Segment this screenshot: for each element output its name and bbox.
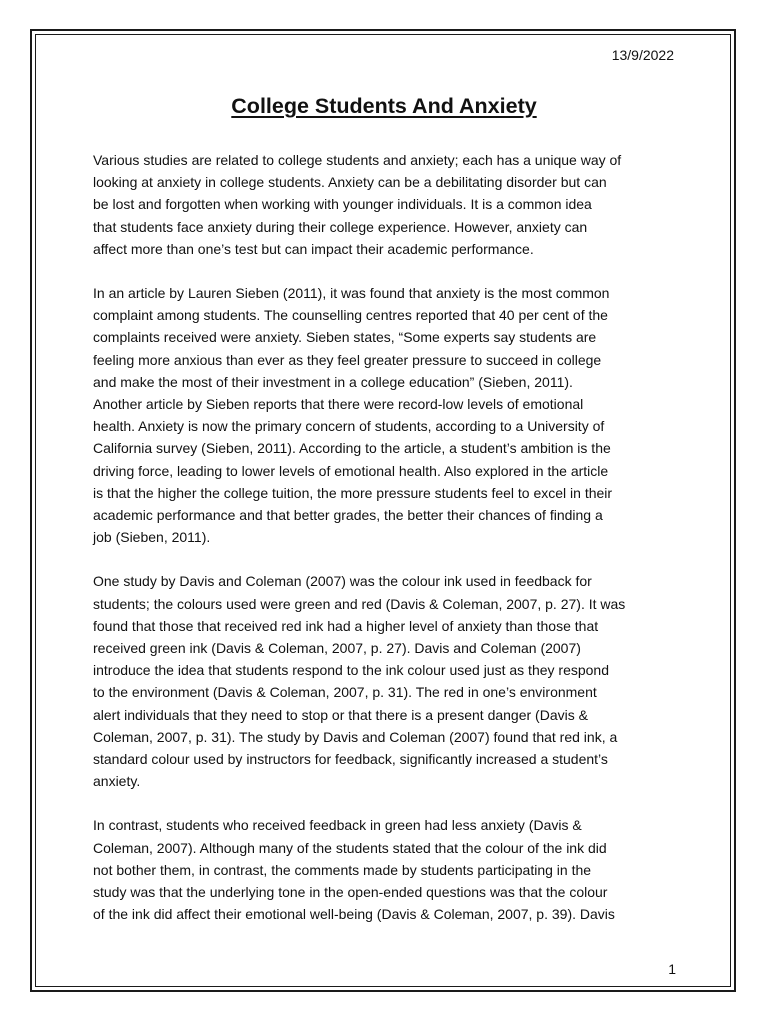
text-line: alert individuals that they need to stop or that there is a present danger (Davis & [93,706,588,723]
text-line: of the ink did affect their emotional well-being (Davis & Coleman, 2007, p. 39). Davis [93,906,615,923]
document-body [93,149,678,948]
text-line: In an article by Lauren Sieben (2011), it was found that anxiety is the most common [93,285,610,302]
text-line: Coleman, 2007, p. 31). The study by Davis and Coleman (2007) found that red ink, a [93,728,618,745]
text-line: Coleman, 2007). Although many of the students stated that the colour of the ink did [93,839,607,856]
text-line: is that the higher the college tuition, the more pressure students feel to excel in their [93,484,613,501]
document-title: College Students And Anxiety [231,94,537,118]
text-line: health. Anxiety is now the primary concern of students, according to a University of [93,418,605,435]
text-line: complaints received were anxiety. Sieben states, “Some experts say students are [93,329,597,346]
document-date: 13/9/2022 [611,47,674,63]
text-line: standard colour used by instructors for feedback, significantly increased a student’s [93,751,608,768]
paragraph-1 [93,149,678,260]
text-line: feeling more anxious than ever as they feel greater pressure to succeed in college [93,351,602,368]
text-line: academic performance and that better grades, the better their chances of finding a [93,507,603,524]
text-line: found that those that received red ink had a higher level of anxiety than those that [93,617,599,634]
paragraph-2 [93,282,678,548]
text-line: not bother them, in contrast, the comments made by students participating in the [93,861,592,878]
text-line: Various studies are related to college students and anxiety; each has a unique way of [93,152,622,168]
text-line: One study by Davis and Coleman (2007) was the colour ink used in feedback for [93,573,592,590]
text-line: received green ink (Davis & Coleman, 2007, p. 27). Davis and Coleman (2007) [93,640,581,657]
text-line: anxiety. [93,773,141,790]
text-line: study was that the underlying tone in the open-ended questions was that the colour [93,884,608,901]
text-line: introduce the idea that students respond to the ink colour used just as they respond [93,662,609,679]
text-line: be lost and forgotten when working with younger individuals. It is a common idea [93,196,592,213]
paragraph-3 [93,570,678,792]
text-line: and make the most of their investment in a college education” (Sieben, 2011). [93,373,573,390]
text-line: complaint among students. The counselling centres reported that 40 per cent of the [93,307,608,324]
text-line: driving force, leading to lower levels of emotional health. Also explored in the article [93,462,609,479]
text-line: In contrast, students who received feedback in green had less anxiety (Davis & [93,817,582,834]
text-line: California survey (Sieben, 2011). According to the article, a student’s ambition is the [93,440,611,457]
paragraph-4 [93,814,678,925]
text-line: job (Sieben, 2011). [93,529,211,546]
text-line: that students face anxiety during their college experience. However, anxiety can [93,218,588,235]
page-number: 1 [668,961,676,977]
text-line: looking at anxiety in college students. Anxiety can be a debilitating disorder but can [93,174,607,191]
text-line: students; the colours used were green and red (Davis & Coleman, 2007, p. 27). It was [93,595,626,612]
text-line: Another article by Sieben reports that there were record-low levels of emotional [93,396,584,413]
text-line: to the environment (Davis & Coleman, 2007, p. 31). The red in one’s environment [93,684,597,701]
text-line: affect more than one’s test but can impact their academic performance. [93,240,534,257]
